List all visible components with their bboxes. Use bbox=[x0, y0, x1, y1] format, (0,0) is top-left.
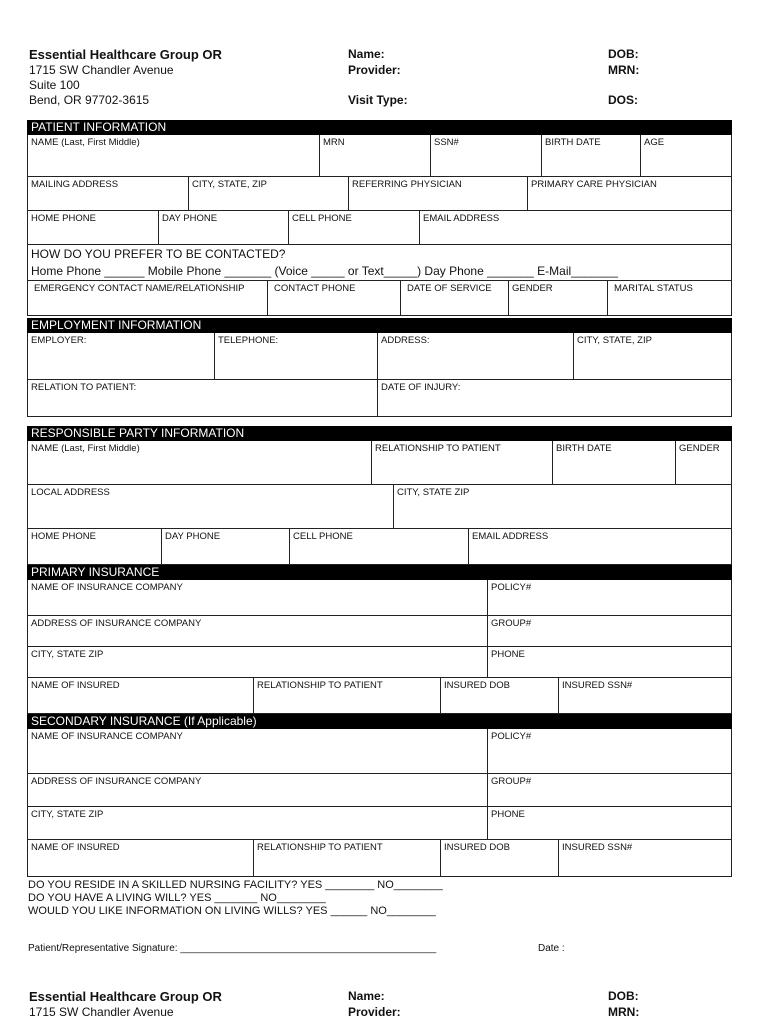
employer-address-field[interactable]: ADDRESS: bbox=[378, 333, 574, 379]
primary-phone-field[interactable]: PHONE bbox=[491, 649, 525, 660]
footer-name-label: Name: bbox=[348, 989, 385, 1003]
secondary-insured-relationship-field[interactable]: RELATIONSHIP TO PATIENT bbox=[254, 840, 441, 876]
primary-row-3 bbox=[27, 647, 732, 678]
primary-group-field[interactable]: GROUP# bbox=[491, 618, 532, 629]
cell-phone-field[interactable]: CELL PHONE bbox=[289, 211, 420, 244]
responsible-row-3 bbox=[27, 529, 732, 565]
responsible-gender-field[interactable]: GENDER bbox=[679, 443, 720, 454]
patient-birthdate-field[interactable]: BIRTH DATE bbox=[542, 135, 641, 176]
section-title-employment: EMPLOYMENT INFORMATION bbox=[27, 318, 732, 333]
mrn-label: MRN: bbox=[608, 63, 640, 77]
org-address-2: Suite 100 bbox=[29, 78, 80, 92]
employment-row-2 bbox=[27, 380, 732, 417]
secondary-policy-field[interactable]: POLICY# bbox=[491, 731, 532, 742]
email-address-field[interactable]: EMAIL ADDRESS bbox=[423, 213, 500, 224]
visit-type-label: Visit Type: bbox=[348, 93, 408, 107]
patient-row-3 bbox=[27, 211, 732, 245]
responsible-birthdate-field[interactable]: BIRTH DATE bbox=[553, 441, 676, 484]
referring-physician-field[interactable]: REFERRING PHYSICIAN bbox=[349, 177, 528, 210]
emergency-contact-field[interactable]: EMERGENCY CONTACT NAME/RELATIONSHIP bbox=[28, 281, 268, 315]
footer-org-address-1: 1715 SW Chandler Avenue bbox=[29, 1005, 174, 1019]
primary-city-state-zip-field[interactable]: CITY, STATE ZIP bbox=[28, 647, 488, 677]
patient-ssn-field[interactable]: SSN# bbox=[431, 135, 542, 176]
secondary-phone-field[interactable]: PHONE bbox=[491, 809, 525, 820]
primary-insured-name-field[interactable]: NAME OF INSURED bbox=[28, 678, 254, 713]
primary-care-physician-field[interactable]: PRIMARY CARE PHYSICIAN bbox=[531, 179, 657, 190]
responsible-row-2 bbox=[27, 485, 732, 529]
patient-row-1 bbox=[27, 135, 732, 177]
secondary-insured-ssn-field[interactable]: INSURED SSN# bbox=[562, 842, 633, 853]
question-living-will-info[interactable]: WOULD YOU LIKE INFORMATION ON LIVING WILLS? YES ______ NO________ bbox=[28, 905, 436, 917]
dos-label: DOS: bbox=[608, 93, 638, 107]
footer-provider-label: Provider: bbox=[348, 1005, 401, 1019]
section-title-primary-insurance: PRIMARY INSURANCE bbox=[27, 565, 732, 580]
primary-policy-field[interactable]: POLICY# bbox=[491, 582, 532, 593]
gender-field[interactable]: GENDER bbox=[509, 281, 608, 315]
section-title-patient: PATIENT INFORMATION bbox=[27, 120, 732, 135]
primary-insured-ssn-field[interactable]: INSURED SSN# bbox=[562, 680, 633, 691]
relation-to-patient-field[interactable]: RELATION TO PATIENT: bbox=[28, 380, 378, 416]
date-of-service-field[interactable]: DATE OF SERVICE bbox=[401, 281, 509, 315]
secondary-row-4 bbox=[27, 840, 732, 877]
day-phone-field[interactable]: DAY PHONE bbox=[159, 211, 289, 244]
primary-row-1 bbox=[27, 580, 732, 616]
secondary-insured-name-field[interactable]: NAME OF INSURED bbox=[28, 840, 254, 876]
name-label: Name: bbox=[348, 47, 385, 61]
signature-date[interactable]: Date : bbox=[538, 943, 565, 954]
secondary-row-1 bbox=[27, 729, 732, 774]
signature-line[interactable]: Patient/Representative Signature: ______________________________________________ bbox=[28, 943, 437, 954]
patient-row-2 bbox=[27, 177, 732, 211]
question-skilled-nursing[interactable]: DO YOU RESIDE IN A SKILLED NURSING FACILITY? YES ________ NO________ bbox=[28, 879, 443, 891]
primary-insurance-company-field[interactable]: NAME OF INSURANCE COMPANY bbox=[28, 580, 488, 615]
local-address-field[interactable]: LOCAL ADDRESS bbox=[28, 485, 394, 528]
employer-telephone-field[interactable]: TELEPHONE: bbox=[215, 333, 378, 379]
employment-row-1 bbox=[27, 333, 732, 380]
secondary-row-2 bbox=[27, 774, 732, 807]
responsible-day-phone-field[interactable]: DAY PHONE bbox=[162, 529, 290, 564]
secondary-insured-dob-field[interactable]: INSURED DOB bbox=[441, 840, 559, 876]
provider-label: Provider: bbox=[348, 63, 401, 77]
responsible-row-1 bbox=[27, 441, 732, 485]
patient-name-field[interactable]: NAME (Last, First Middle) bbox=[28, 135, 320, 176]
city-state-zip-field[interactable]: CITY, STATE, ZIP bbox=[189, 177, 349, 210]
footer-mrn-label: MRN: bbox=[608, 1005, 640, 1019]
responsible-city-state-zip-field[interactable]: CITY, STATE ZIP bbox=[397, 487, 470, 498]
secondary-group-field[interactable]: GROUP# bbox=[491, 776, 532, 787]
patient-mrn-field[interactable]: MRN bbox=[320, 135, 431, 176]
question-living-will[interactable]: DO YOU HAVE A LIVING WILL? YES _______ NO________ bbox=[28, 892, 326, 904]
org-address-3: Bend, OR 97702-3615 bbox=[29, 93, 150, 107]
contact-phone-field[interactable]: CONTACT PHONE bbox=[268, 281, 401, 315]
primary-row-4 bbox=[27, 678, 732, 714]
secondary-insurance-address-field[interactable]: ADDRESS OF INSURANCE COMPANY bbox=[28, 774, 488, 806]
primary-insurance-address-field[interactable]: ADDRESS OF INSURANCE COMPANY bbox=[28, 616, 488, 646]
org-address-1: 1715 SW Chandler Avenue bbox=[29, 63, 174, 77]
footer-dob-label: DOB: bbox=[608, 989, 639, 1003]
secondary-row-3 bbox=[27, 807, 732, 840]
patient-row-4 bbox=[27, 280, 732, 316]
secondary-insurance-company-field[interactable]: NAME OF INSURANCE COMPANY bbox=[28, 729, 488, 773]
responsible-cell-phone-field[interactable]: CELL PHONE bbox=[290, 529, 469, 564]
home-phone-field[interactable]: HOME PHONE bbox=[28, 211, 159, 244]
footer-org-name: Essential Healthcare Group OR bbox=[29, 989, 222, 1004]
contact-preference-question: HOW DO YOU PREFER TO BE CONTACTED? bbox=[27, 245, 732, 263]
responsible-relationship-field[interactable]: RELATIONSHIP TO PATIENT bbox=[372, 441, 553, 484]
registration-form bbox=[27, 120, 732, 877]
employer-city-state-zip-field[interactable]: CITY, STATE, ZIP bbox=[577, 335, 652, 346]
responsible-home-phone-field[interactable]: HOME PHONE bbox=[28, 529, 162, 564]
primary-insured-relationship-field[interactable]: RELATIONSHIP TO PATIENT bbox=[254, 678, 441, 713]
date-of-injury-field[interactable]: DATE OF INJURY: bbox=[381, 382, 461, 393]
marital-status-field[interactable]: MARITAL STATUS bbox=[614, 283, 693, 294]
section-title-responsible: RESPONSIBLE PARTY INFORMATION bbox=[27, 426, 732, 441]
org-name: Essential Healthcare Group OR bbox=[29, 47, 222, 62]
responsible-email-field[interactable]: EMAIL ADDRESS bbox=[472, 531, 549, 542]
primary-insured-dob-field[interactable]: INSURED DOB bbox=[441, 678, 559, 713]
secondary-city-state-zip-field[interactable]: CITY, STATE ZIP bbox=[28, 807, 488, 839]
section-title-secondary-insurance: SECONDARY INSURANCE (If Applicable) bbox=[27, 714, 732, 729]
responsible-name-field[interactable]: NAME (Last, First Middle) bbox=[28, 441, 372, 484]
contact-preference-options[interactable]: Home Phone ______ Mobile Phone _______ (Voice _____ or Text_____) Day Phone _______ E-Mail_______ bbox=[27, 263, 732, 280]
dob-label: DOB: bbox=[608, 47, 639, 61]
mailing-address-field[interactable]: MAILING ADDRESS bbox=[28, 177, 189, 210]
primary-row-2 bbox=[27, 616, 732, 647]
patient-age-field[interactable]: AGE bbox=[644, 137, 665, 148]
employer-field[interactable]: EMPLOYER: bbox=[28, 333, 215, 379]
